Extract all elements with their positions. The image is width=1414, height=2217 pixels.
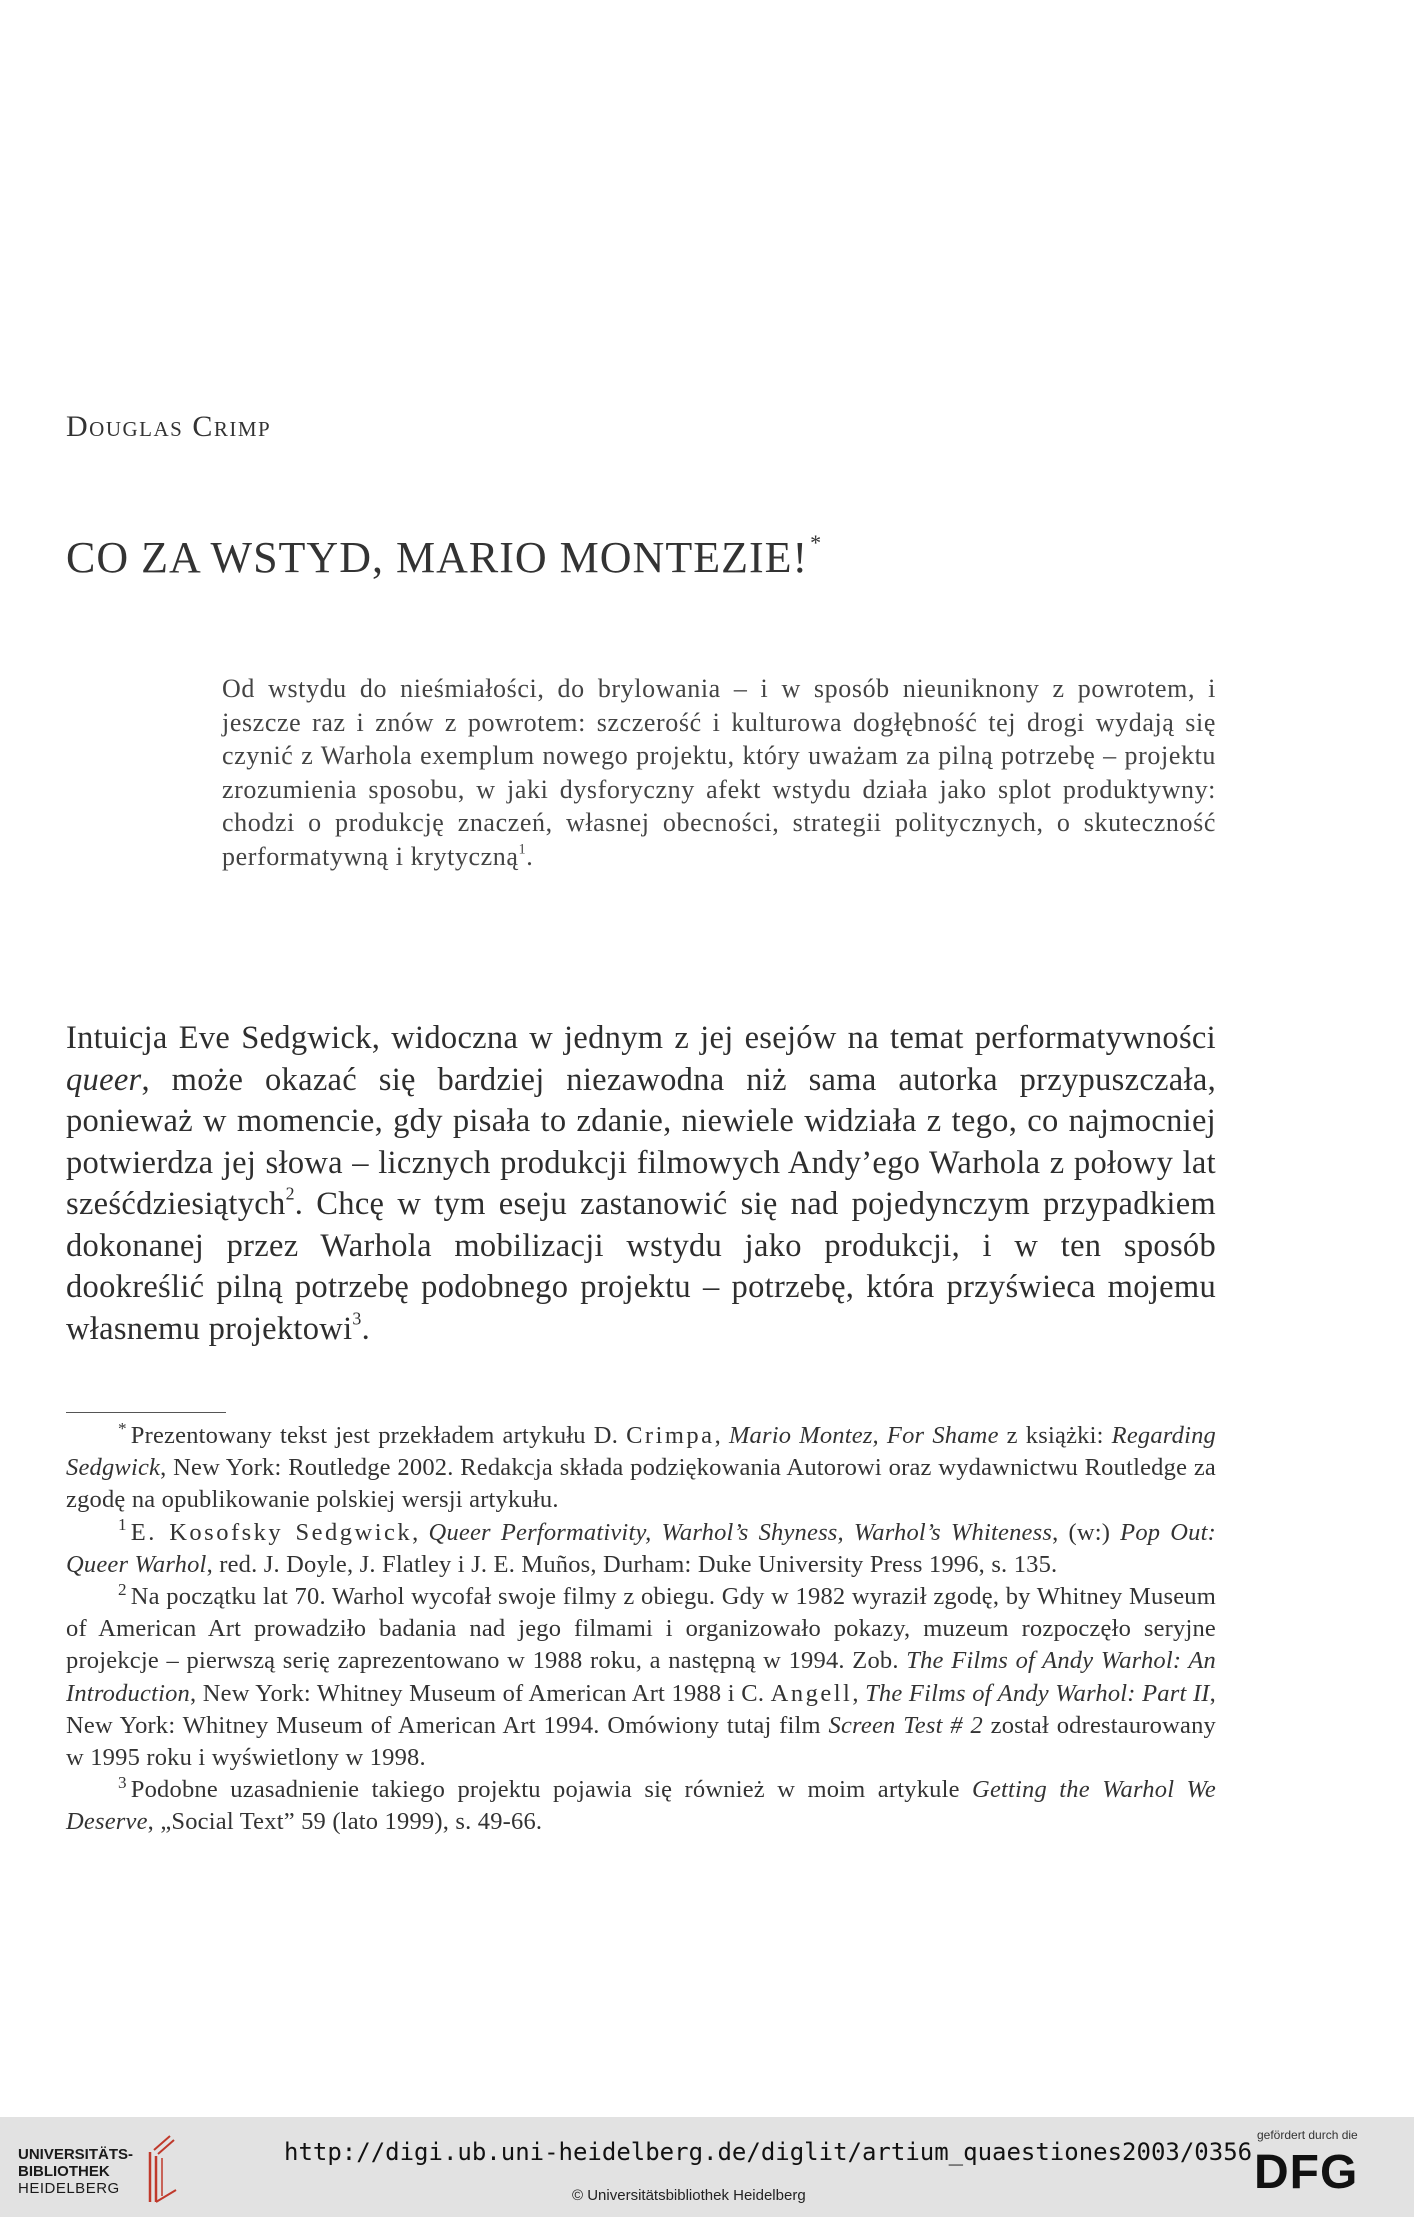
library-logo-text	[18, 2146, 133, 2197]
title-footnote-mark[interactable]: *	[810, 530, 823, 555]
copyright-notice: © Universitätsbibliothek Heidelberg	[572, 2187, 806, 2204]
footnote-text: z książki:	[998, 1422, 1112, 1449]
abstract-paragraph	[222, 672, 1216, 874]
footnote-ref-3[interactable]: 3	[352, 1308, 362, 1329]
footnote-italic: Screen Test # 2	[828, 1711, 983, 1739]
footnote-2	[66, 1581, 1216, 1774]
permalink-url[interactable]: http://digi.ub.uni-heidelberg.de/diglit/artium_quaestiones2003/0356	[284, 2138, 1253, 2166]
body-paragraph	[66, 1018, 1216, 1350]
footnote-3	[66, 1774, 1216, 1838]
body-text-b: , może okazać się bardziej niezawodna niż sama autorka przypuszczała, ponieważ w momencie, gdy pisała to zdanie, niewiele widziała z tego, co najmocniej potwierdza jej słowa – licznych produkcji filmowych Andy’ego Warhola z połowy lat sześćdziesiątych	[66, 1061, 1216, 1222]
author-name: Douglas Crimp	[66, 410, 272, 443]
footnote-divider	[66, 1412, 226, 1413]
footnote-author: Angell	[770, 1679, 853, 1707]
body-text-a: Intuicja Eve Sedgwick, widoczna w jednym z jej esejów na temat performatywności	[66, 1020, 1216, 1056]
footnote-1	[66, 1517, 1216, 1581]
library-line-3: HEIDELBERG	[18, 2180, 120, 2197]
abstract-text: Od wstydu do nieśmiałości, do brylowania – i w sposób nieuniknony z powrotem, i jeszcze raz i znów z powrotem: szczerość i kulturowa dogłębność tej drogi wydają się czynić z Warhola exemplum nowego projektu, który uważam za pilną potrzebę – projektu zrozumienia sposobu, w jaki dysforyczny afekt wstydu działa jako splot produktywny: chodzi o produkcję znaczeń, własnej obecności, strategii politycznych, o skuteczność performatywną i krytyczną	[222, 674, 1216, 871]
footnote-text: Podobne uzasadnienie takiego projektu pojawia się również w moim artykule	[130, 1776, 973, 1804]
body-emphasis: queer	[66, 1061, 142, 1098]
footnote-text: , New York: Whitney Museum of American Art 1994. Omówiony tutaj film	[66, 1679, 1216, 1739]
footnote-italic: Queer Performativity, Warhol’s Shyness, Warhol’s Whiteness	[428, 1518, 1053, 1546]
footnote-ref-1[interactable]: 1	[518, 841, 527, 858]
footnote-italic: Getting the Warhol We Deserve	[66, 1776, 1216, 1836]
body-text-c: . Chcę w tym eseju zastanowić się nad pojedynczym przypadkiem dokonanej przez Warhola mobilizacji wstydu jako produkcji, i w ten sposób dookreślić pilną potrzebę podobnego projektu – potrzebę, która przyświeca mojemu własnemu projektowi	[66, 1186, 1216, 1347]
abstract-end: .	[526, 841, 534, 871]
footnote-text: , (w:)	[1052, 1518, 1121, 1546]
footnote-italic: Pop Out: Queer Warhol	[66, 1518, 1216, 1578]
footnote-text: Na początku lat 70. Warhol wycofał swoje filmy z obiegu. Gdy w 1982 wyraził zgodę, by Whitney Museum of American Art prowadziło badania nad jego filmami i organizowało pokazy, muzeum rozpoczęło seryjne projekcje – pierwszą serię zaprezentowano w 1988 roku, a następną w 1994. Zob.	[66, 1583, 1216, 1675]
footnote-mark: 3	[118, 1772, 127, 1792]
footnote-italic: The Films of Andy Warhol: An Introduction	[66, 1647, 1216, 1707]
footnote-italic: The Films of Andy Warhol: Part II	[865, 1679, 1210, 1707]
article-title	[66, 530, 822, 583]
library-logo-icon	[140, 2130, 184, 2206]
footnote-mark: 2	[118, 1579, 127, 1599]
footnote-text: , New York: Whitney Museum of American Art 1988 i C.	[189, 1679, 771, 1707]
footnote-text: ,	[714, 1422, 729, 1449]
footnote-mark: 1	[118, 1515, 127, 1535]
footnote-text: ,	[412, 1518, 429, 1546]
footnote-italic: Regarding Sedgwick	[66, 1422, 1216, 1482]
funding-note: gefördert durch die	[1257, 2128, 1358, 2142]
footnote-text: , red. J. Doyle, J. Flatley i J. E. Muños, Durham: Duke University Press 1996, s. 135.	[206, 1550, 1058, 1578]
library-line-2: BIBLIOTHEK	[18, 2163, 110, 2180]
footnote-author: E. Kosofsky Sedgwick	[130, 1518, 413, 1546]
footnote-text: , New York: Routledge 2002. Redakcja składa podziękowania Autorowi oraz wydawnictwu Routledge za zgodę na opublikowanie polskiej wersji artykułu.	[66, 1454, 1216, 1514]
footnote-italic: Mario Montez, For Shame	[728, 1422, 999, 1449]
footnote-star	[66, 1420, 1216, 1517]
dfg-logo: DFG	[1254, 2146, 1359, 2199]
footnote-ref-2[interactable]: 2	[285, 1183, 295, 1204]
footnote-mark: *	[118, 1418, 127, 1438]
body-text-d: .	[361, 1310, 371, 1347]
footnote-text: został odrestaurowany w 1995 roku i wyświetlony w 1998.	[66, 1711, 1216, 1772]
title-text: CO ZA WSTYD, MARIO MONTEZIE!	[66, 533, 809, 582]
footnote-text: , „Social Text” 59 (lato 1999), s. 49-66.	[147, 1808, 543, 1836]
footnotes	[66, 1420, 1216, 1839]
footnote-author: Crimpa	[626, 1422, 715, 1449]
footnote-text: Prezentowany tekst jest przekładem artykułu D.	[130, 1422, 627, 1449]
footnote-text: ,	[852, 1679, 866, 1707]
library-line-1: UNIVERSITÄTS-	[18, 2146, 134, 2163]
